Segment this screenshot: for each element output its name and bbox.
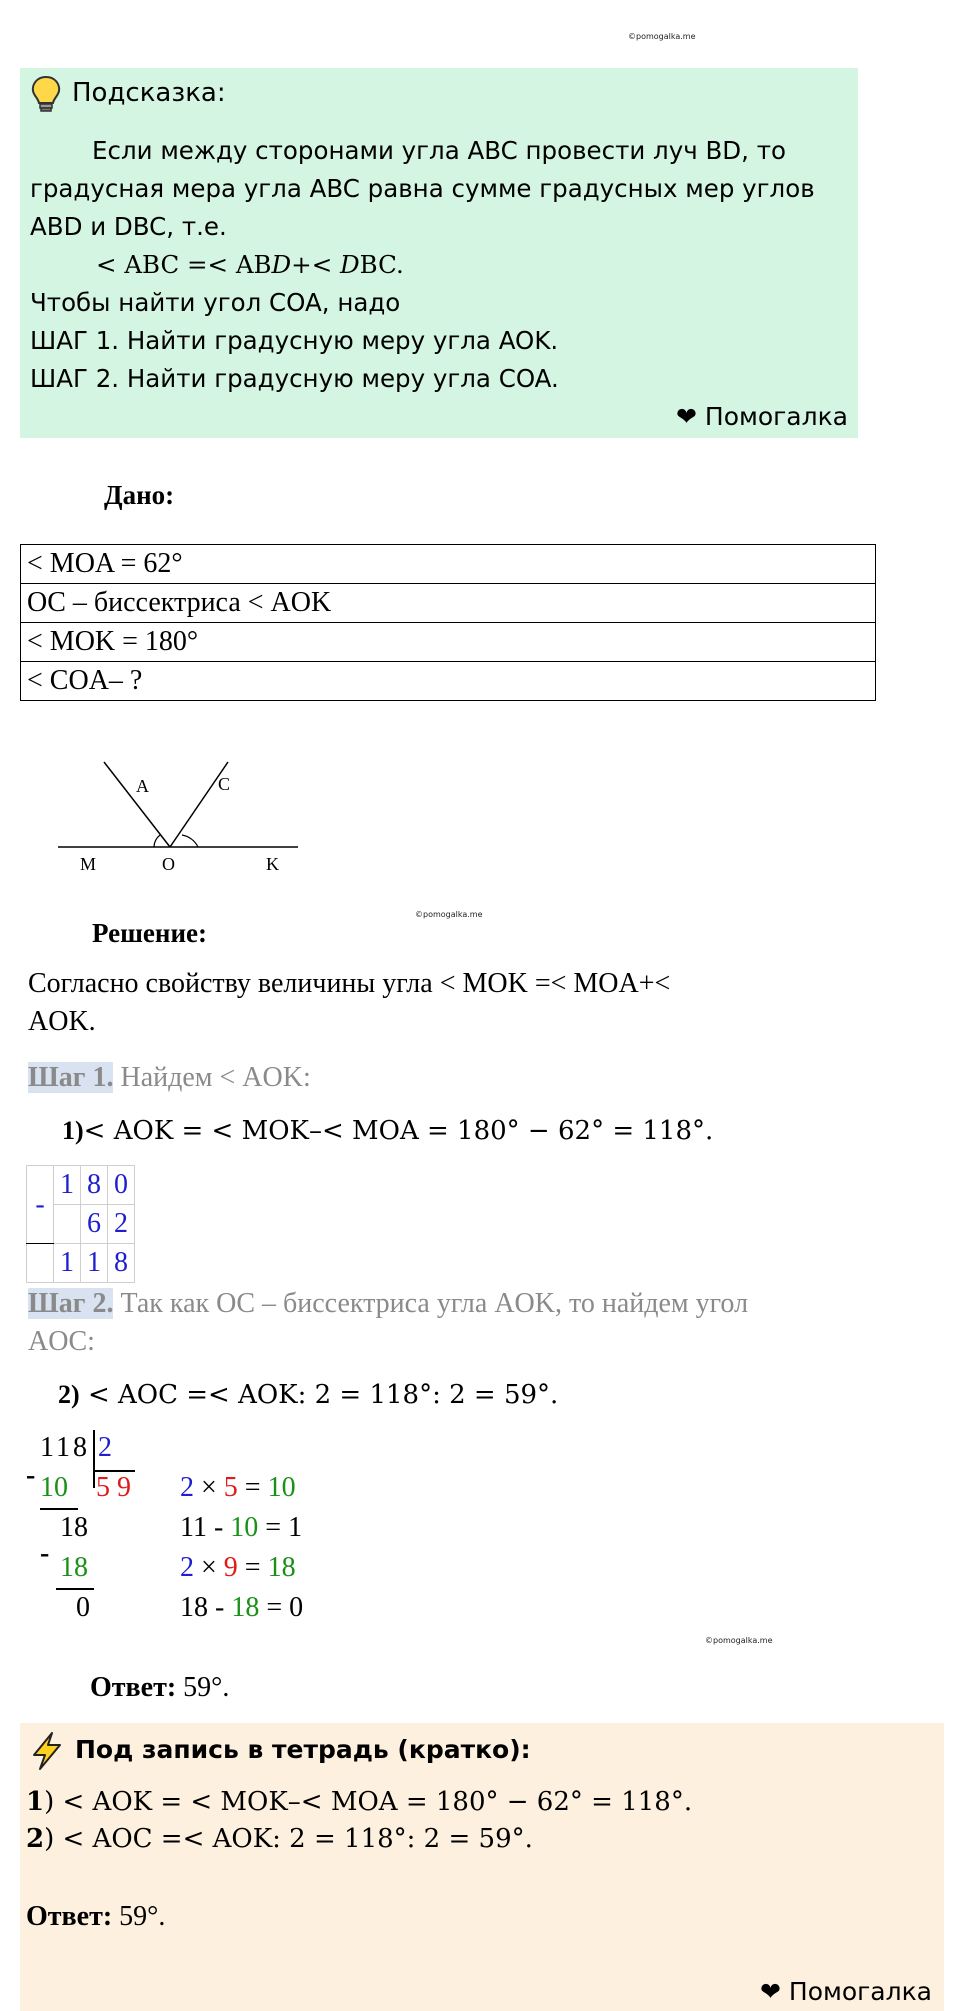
- label-k: K: [266, 854, 279, 874]
- given-table: [20, 544, 876, 701]
- watermark: ©pomogalka.me: [705, 1636, 773, 1645]
- grid-cell: [27, 1244, 54, 1283]
- minus-sign: -: [40, 1538, 50, 1569]
- notebook-title: Под запись в тетрадь (кратко):: [75, 1735, 531, 1764]
- notebook-box: [20, 1723, 944, 2011]
- given-row: < COA– ?: [21, 662, 876, 701]
- step-text: Найдем < AOK:: [113, 1062, 311, 1093]
- note-part: 10: [267, 1472, 296, 1503]
- heart-icon: ❤: [675, 402, 697, 431]
- calc-expr: < AOK = < MOK–< MOA = 180° − 62° = 118°.: [83, 1116, 714, 1146]
- note-part: 11 -: [180, 1512, 231, 1543]
- watermark: ©pomogalka.me: [415, 910, 483, 919]
- minus-sign: -: [27, 1166, 54, 1244]
- grid-cell: 8: [81, 1166, 108, 1205]
- step-1-heading: [28, 1062, 311, 1094]
- step-label: ШАГ 2.: [30, 364, 120, 393]
- hint-title: Подсказка:: [72, 78, 226, 108]
- subtrahend: 10: [40, 1472, 68, 1503]
- note-part: 5: [223, 1472, 238, 1503]
- calc-expr: < AOC =< AOK: 2 = 118°: 2 = 59°.: [87, 1380, 559, 1410]
- label-a: A: [136, 776, 149, 796]
- note-part: =: [237, 1472, 268, 1503]
- grid-cell: 1: [54, 1244, 81, 1283]
- step-text: Найти градусную меру угла AOK.: [119, 326, 559, 355]
- remainder: 0: [76, 1592, 90, 1623]
- step-2-heading: [28, 1288, 748, 1320]
- hint-formula: < ABC =< AB𝐷+< 𝐷BC.: [96, 250, 404, 279]
- note-part: 2: [180, 1472, 194, 1503]
- heart-icon: ❤: [759, 1977, 781, 2006]
- quotient-digit: 5: [96, 1472, 110, 1503]
- note-part: 2: [180, 1552, 194, 1583]
- given-row: OC – биссектриса < AOK: [21, 584, 876, 623]
- hint-line: Чтобы найти угол COA, надо: [30, 288, 401, 317]
- lightning-icon: [28, 1731, 66, 1771]
- hint-line: Если между сторонами угла ABC провести луч BD, то: [92, 136, 786, 165]
- notebook-line: [26, 1824, 533, 1854]
- solution-intro: AOK.: [28, 1006, 96, 1037]
- calc-1: [62, 1116, 713, 1146]
- calc-number: 1): [62, 1116, 84, 1145]
- watermark: ©pomogalka.me: [628, 32, 696, 41]
- label-c: C: [218, 774, 231, 794]
- division-line: [40, 1508, 78, 1510]
- note-part: 9: [223, 1552, 238, 1583]
- remainder: 18: [60, 1512, 88, 1543]
- answer-value: 59°.: [176, 1672, 230, 1703]
- division-note: [180, 1592, 303, 1624]
- answer: [90, 1672, 229, 1704]
- hint-step-2: [30, 360, 559, 398]
- line-number: 1: [26, 1787, 45, 1817]
- note-part: =: [237, 1552, 268, 1583]
- division-line: [56, 1588, 94, 1590]
- grid-cell: 0: [108, 1166, 135, 1205]
- hint-line: ABD и DBC, т.е.: [30, 212, 227, 241]
- step-label: Шаг 2.: [28, 1288, 114, 1319]
- note-part: 18: [231, 1592, 260, 1623]
- calc-number: 2): [58, 1380, 80, 1409]
- grid-cell: [54, 1205, 81, 1244]
- answer-value: 59°.: [112, 1901, 166, 1932]
- given-heading: Дано:: [104, 480, 175, 510]
- step-label: ШАГ 1.: [30, 326, 120, 355]
- quotient: [96, 1472, 131, 1504]
- hint-line: градусная мера угла ABC равна сумме градусных мер углов: [30, 174, 815, 203]
- note-part: 18: [267, 1552, 296, 1583]
- minus-sign: -: [26, 1460, 36, 1491]
- grid-cell: 6: [81, 1205, 108, 1244]
- step-label: Шаг 1.: [28, 1062, 114, 1093]
- division-note: [180, 1512, 302, 1544]
- note-part: 18 -: [180, 1592, 232, 1623]
- lightbulb-icon: [28, 74, 64, 114]
- label-m: M: [80, 854, 97, 874]
- note-part: ×: [194, 1472, 224, 1503]
- division-note: [180, 1472, 296, 1504]
- note-part: 10: [230, 1512, 259, 1543]
- subtraction-grid: [26, 1165, 135, 1283]
- given-row: < MOK = 180°: [21, 623, 876, 662]
- divisor: 2: [98, 1432, 112, 1463]
- line-text: ) < AOK = < MOK–< MOA = 180° − 62° = 118°.: [44, 1787, 693, 1817]
- notebook-line: [26, 1787, 692, 1817]
- grid-cell: 2: [108, 1205, 135, 1244]
- brand-label: Помогалка: [704, 402, 848, 431]
- subtrahend: 18: [60, 1552, 88, 1583]
- notebook-answer: [26, 1901, 165, 1933]
- quotient-digit: 9: [117, 1472, 131, 1503]
- note-part: = 1: [258, 1512, 303, 1543]
- note-part: = 0: [259, 1592, 304, 1623]
- solution-heading: Решение:: [92, 918, 207, 948]
- step-text: Найти градусную меру угла COA.: [119, 364, 559, 393]
- solution-intro: Согласно свойству величины угла < MOK =< MOA+<: [28, 968, 671, 999]
- hint-box: [20, 68, 858, 438]
- brand: [676, 402, 848, 431]
- dividend: 118: [40, 1432, 90, 1463]
- division-note: [180, 1552, 296, 1584]
- note-part: ×: [194, 1552, 224, 1583]
- step-text: Так как OC – биссектриса угла AOK, то найдем угол: [113, 1288, 749, 1319]
- line-number: 2: [26, 1824, 45, 1854]
- grid-cell: 1: [81, 1244, 108, 1283]
- angle-figure: [50, 750, 310, 880]
- line-text: ) < AOC =< AOK: 2 = 118°: 2 = 59°.: [44, 1824, 533, 1854]
- brand-label: Помогалка: [788, 1977, 932, 2006]
- grid-cell: 8: [108, 1244, 135, 1283]
- given-row: < MOA = 62°: [21, 545, 876, 584]
- answer-label: Ответ:: [26, 1901, 113, 1932]
- brand: [760, 1977, 932, 2006]
- division-bar: [93, 1430, 95, 1488]
- hint-step-1: [30, 322, 558, 360]
- label-o: O: [162, 854, 175, 874]
- calc-2: [58, 1380, 558, 1410]
- grid-cell: 1: [54, 1166, 81, 1205]
- answer-label: Ответ:: [90, 1672, 177, 1703]
- step-2-heading-cont: AOC:: [28, 1326, 95, 1357]
